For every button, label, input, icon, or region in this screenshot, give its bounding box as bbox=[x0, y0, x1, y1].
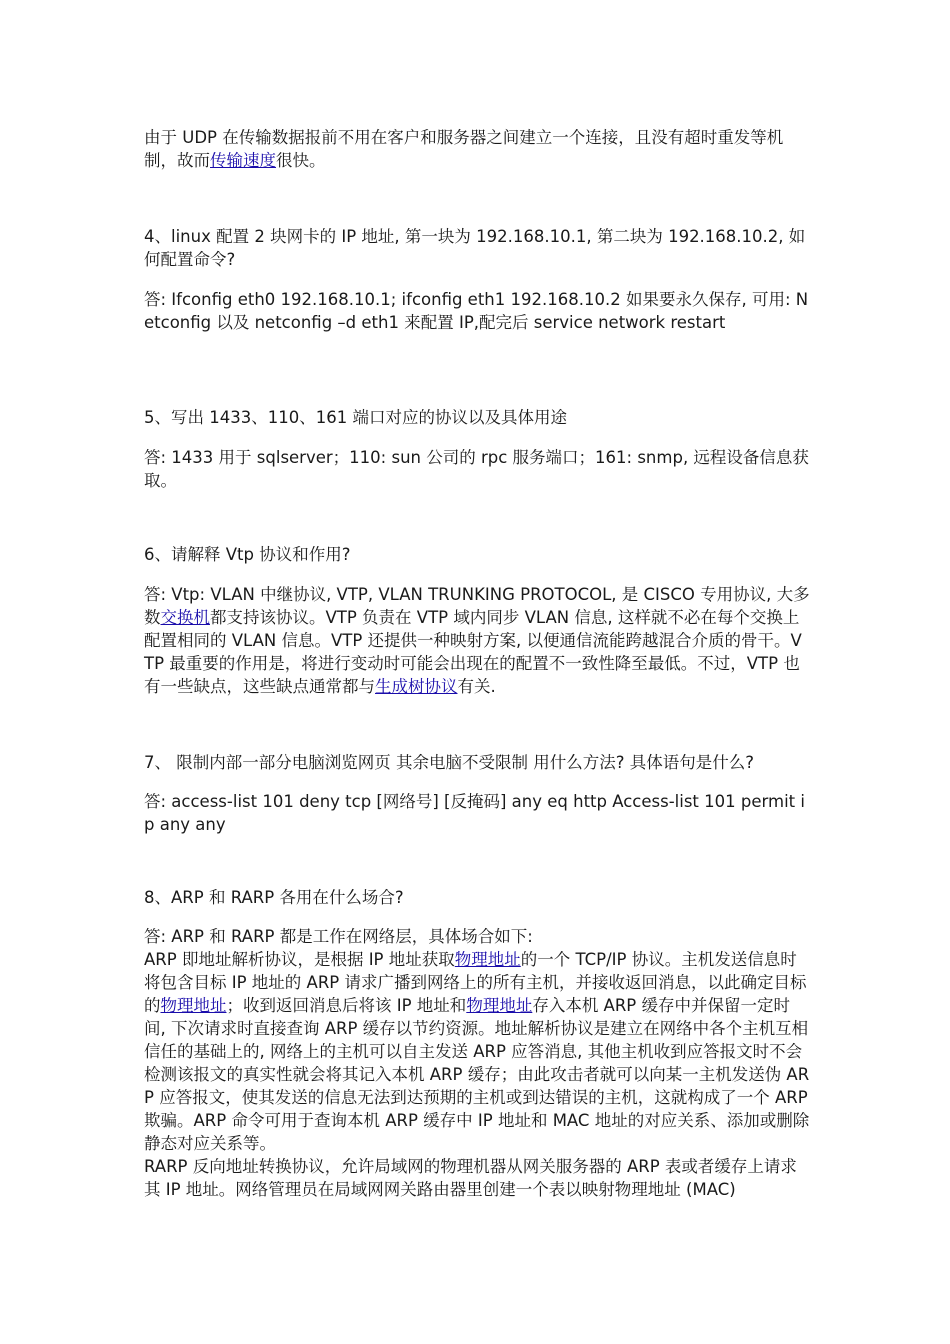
link-spanning-tree[interactable]: 生成树协议 bbox=[375, 677, 458, 696]
question-8 bbox=[144, 886, 810, 909]
text: 很快。 bbox=[276, 151, 326, 170]
answer-text: 答: Ifconfig eth0 192.168.10.1; ifconfig eth1 192.168.10.2 如果要永久保存, 可用: Netconfig 以及 netconfig –d eth1 来配置 IP,配完后 service network restart bbox=[144, 290, 809, 332]
link-transfer-speed[interactable]: 传输速度 bbox=[210, 151, 276, 170]
text: 的一个 TCP/IP 协议。主机发送信息时将包含目标 IP 地址的 ARP 请求广播到网络上的所有主机，并接收返回消息，以此确定目标的 bbox=[144, 950, 807, 1015]
answer-8 bbox=[144, 925, 810, 1201]
arp-paragraph bbox=[144, 948, 810, 1155]
text: ；收到返回消息后将该 IP 地址和 bbox=[226, 996, 467, 1015]
answer-4 bbox=[144, 288, 810, 334]
answer-6 bbox=[144, 583, 810, 698]
answer-7 bbox=[144, 790, 810, 836]
link-physical-address[interactable]: 物理地址 bbox=[466, 996, 533, 1015]
answer-text: 答: access-list 101 deny tcp [网络号] [反掩码] any eq http Access-list 101 permit ip any any bbox=[144, 792, 805, 834]
rarp-paragraph: RARP 反向地址转换协议，允许局域网的物理机器从网关服务器的 ARP 表或者缓存上请求其 IP 地址。网络管理员在局域网网关路由器里创建一个表以映射物理地址 (MAC) bbox=[144, 1157, 797, 1199]
answer-intro: 答: ARP 和 RARP 都是工作在网络层，具体场合如下: bbox=[144, 927, 533, 946]
text: 都支持该协议。VTP 负责在 VTP 域内同步 VLAN 信息, 这样就不必在每个交换上配置相同的 VLAN 信息。VTP 还提供一种映射方案, 以便通信流能跨越混合介质的骨干。VTP 最重要的作用是，将进行变动时可能会出现在的配置不一致性降至最低。不过，VTP 也有一些缺点，这些缺点通常都与 bbox=[144, 608, 802, 696]
text: 存入本机 ARP 缓存中并保留一定时间, 下次请求时直接查询 ARP 缓存以节约资源。地址解析协议是建立在网络中各个主机互相信任的基础上的, 网络上的主机可以自主发送 ARP 应答消息, 其他主机收到应答报文时不会检测该报文的真实性就会将其记入本机 ARP 缓存；由此攻击者就可以向某一主机发送伪 ARP 应答报文，使其发送的信息无法到达预期的主机或到达错误的主机，这就构成了一个 ARP 欺骗。ARP 命令可用于查询本机 ARP 缓存中 IP 地址和 MAC 地址的对应关系、添加或删除静态对应关系等。 bbox=[144, 996, 810, 1153]
question-5 bbox=[144, 406, 810, 429]
intro-paragraph bbox=[144, 126, 810, 172]
link-physical-address[interactable]: 物理地址 bbox=[454, 950, 521, 969]
text: 由于 UDP 在传输数据报前不用在客户和服务器之间建立一个连接，且没有超时重发等机制，故而 bbox=[144, 128, 784, 170]
question-text: 6、请解释 Vtp 协议和作用? bbox=[144, 545, 351, 564]
question-text: 7、 限制内部一部分电脑浏览网页 其余电脑不受限制 用什么方法? 具体语句是什么? bbox=[144, 753, 754, 772]
text: ARP 即地址解析协议，是根据 IP 地址获取 bbox=[144, 950, 455, 969]
question-text: 8、ARP 和 RARP 各用在什么场合? bbox=[144, 888, 404, 907]
text: 答: Vtp: VLAN 中继协议, VTP, VLAN TRUNKING PROTOCOL, 是 CISCO 专用协议, 大多数 bbox=[144, 585, 810, 627]
answer-5 bbox=[144, 446, 810, 492]
question-6 bbox=[144, 543, 810, 566]
text: 有关. bbox=[457, 677, 496, 696]
question-text: 4、linux 配置 2 块网卡的 IP 地址, 第一块为 192.168.10.1, 第二块为 192.168.10.2, 如何配置命令? bbox=[144, 227, 806, 269]
question-7 bbox=[144, 751, 810, 774]
link-switch[interactable]: 交换机 bbox=[160, 608, 210, 627]
link-physical-address[interactable]: 物理地址 bbox=[160, 996, 227, 1015]
answer-text: 答: 1433 用于 sqlserver；110: sun 公司的 rpc 服务端口；161: snmp, 远程设备信息获取。 bbox=[144, 448, 809, 490]
question-text: 5、写出 1433、110、161 端口对应的协议以及具体用途 bbox=[144, 408, 567, 427]
question-4 bbox=[144, 225, 810, 271]
